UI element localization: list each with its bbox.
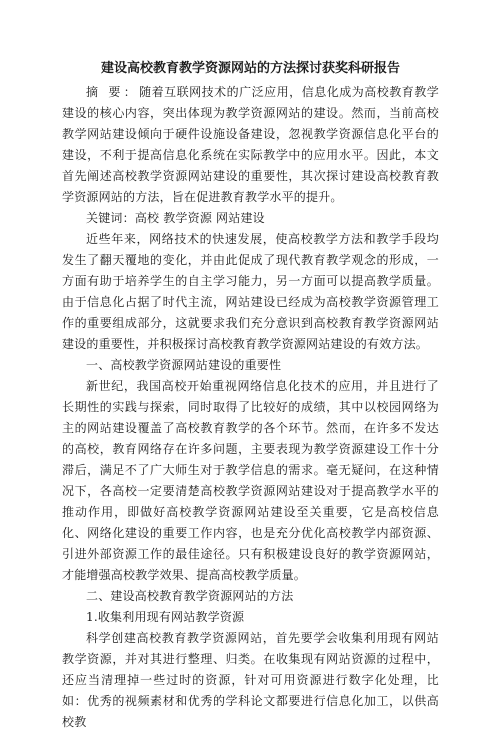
abstract-paragraph [62, 82, 439, 208]
paper-body [62, 82, 439, 733]
keywords-label: 关键词： [86, 211, 135, 225]
abstract-text: 随着互联网技术的广泛应用，信息化成为高校教育教学建设的核心内容，突出体现为教学资源网站的建设。然而，当前高校教学网站建设倾向于硬件设施设备建设，忽视教学资源信息化平台的建设，不利于提高信息化系统在实际教学中的应用水平。因此，本文首先阐述高校教学资源网站建设的重要性，其次探讨建设高校教育教学资源网站的方法，旨在促进教育教学水平的提升。 [62, 85, 439, 204]
abstract-label: 摘 要： [86, 85, 140, 99]
paper-title: 建设高校教育教学资源网站的方法探讨获奖科研报告 [100, 61, 400, 76]
section1-paragraph: 新世纪，我国高校开始重视网络信息化技术的应用，并且进行了长期性的实践与探索，同时取得了比较好的成绩，其中以校园网络为主的网站建设覆盖了高校教育教学的各个环节。然而，在许多不发达的高校，教育网络存在许多问题，主要表现为教学资源建设工作十分滞后，满足不了广大师生对于教学信息的需求。毫无疑问，在这种情况下，各高校一定要清楚高校教学资源网站建设对于提高教学水平的推动作用，即做好高校教学资源网站建设至关重要，它是高校信息化、网络化建设的重要工作内容，也是充分优化高校教学内部资源、引进外部资源工作的最佳途径。只有积极建设良好的教学资源网站，才能增强高校教学效果、提高高校教学质量。 [62, 379, 439, 582]
keywords-text: 高校 教学资源 网站建设 [134, 211, 265, 225]
keywords-paragraph [62, 208, 439, 229]
section2-sub1-heading: 1.收集利用现有网站教学资源 [86, 610, 245, 624]
section2-sub1-paragraph: 科学创建高校教育教学资源网站，首先要学会收集利用现有网站教学资源，并对其进行整理、归类。在收集现有网站资源的过程中，还应当清理掉一些过时的资源，针对可用资源进行数字化处理，比如：优秀的视频素材和优秀的学科论文都要进行信息化加工，以供高校教 [62, 631, 439, 729]
section1-heading: 一、高校教学资源网站建设的重要性 [86, 358, 282, 372]
intro-paragraph: 近些年来，网络技术的快速发展，使高校教学方法和教学手段均发生了翻天覆地的变化，并由此促成了现代教育教学观念的形成，一方面有助于培养学生的自主学习能力，另一方面可以提高教学质量。由于信息化占据了时代主流，网站建设已经成为高校教学资源管理工作的重要组成部分，这就要求我们充分意识到高校教育教学资源网站建设的重要性，并积极探讨高校教育教学资源网站建设的有效方法。 [62, 232, 439, 351]
section2-heading: 二、建设高校教育教学资源网站的方法 [86, 589, 294, 603]
